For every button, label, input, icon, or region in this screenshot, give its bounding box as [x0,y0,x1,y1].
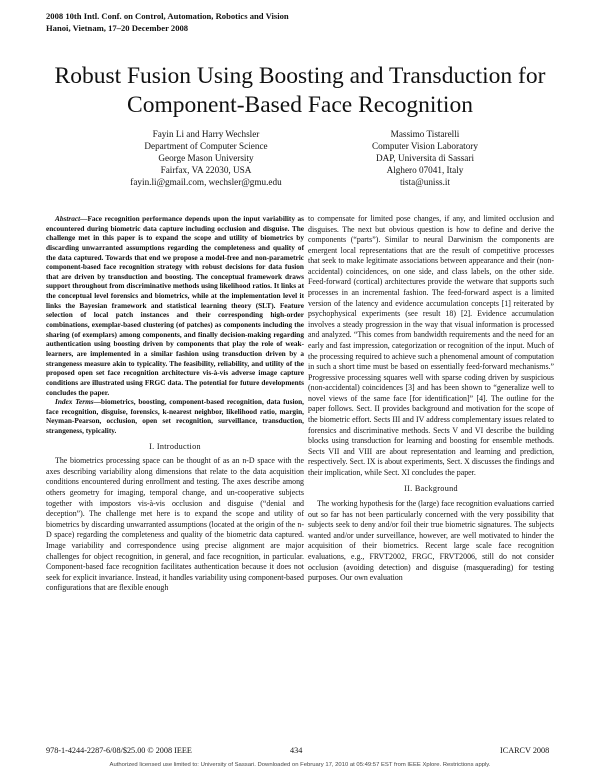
footer-venue: ICARCV 2008 [500,746,550,755]
index-terms [46,397,304,436]
footer-page-number: 434 [290,746,303,755]
index-terms-label: Index Terms [55,397,94,407]
author-dept: Computer Vision Laboratory [372,141,478,151]
abstract-text: —Face recognition performance depends upon the input variability as encountered during biometric data capture including occlusion and disguise. The challenge met in this paper is to expand the scope and utility of biometrics by discarding unwarranted assumptions regarding the completeness and quality of the data captured. Towards that end we propose a model-free and non-parametric component-based face recognition strategy with robust decisions for data fusion that are driven by transduction and boosting. The conceptual framework draws support throughout from discriminative methods using likelihood ratios. It links at the conceptual level forensics and biometrics, while at the implementation level it links the Bayesian framework and statistical learning theory (SLT). Feature selection of local patch instances and their corresponding high-order combinations, exemplar-based clustering (of patches) as components including the sharing (of exemplars) among components, and finally decision-making regarding authentication using boosting driven by components that play the role of weak-learners, are implemented in a similar fashion using transduction driven by a strangeness measure akin to typicality. The feasibility, reliability, and utility of the proposed open set face recognition architecture vis-à-vis adverse image capture conditions are illustrated using FRGC data. The potential for future developments concludes the paper. [46,214,304,397]
author-block-2 [330,128,520,188]
author-names: Fayin Li and Harry Wechsler [152,129,260,139]
author-org: George Mason University [158,153,254,163]
author-email: fayin.li@gmail.com, wechsler@gmu.edu [130,177,282,187]
title-line-1: Robust Fusion Using Boosting and Transduction for [54,63,546,89]
introduction-paragraph: The biometrics processing space can be thought of as an n-D space with the axes describing variability along dimensions that relate to the data acquisition conditions encountered during enrollment and testing. The axes describe among others geometry for imaging, temporal change, and un-cooperative subjects together with impostors vis-à-vis occlusion and disguise (“denial and deception”). The challenge met here is to expand the scope and utility of biometrics by discarding unwarranted assumptions (located at the origin of the n-D space) regarding the completeness and quality of the biometric data captured. Image variability and correspondence using precise alignment are major challenges for object recognition, in general, and face recognition, in particular. Component-based face recognition facilitates authentication because it does not seek for explicit invariance. Instead, it handles variability using component-based configurations that are flexible enough [46,456,304,593]
introduction-continued-paragraph: to compensate for limited pose changes, if any, and limited occlusion and disguises. The next but obvious question is how to define and derive the components (“parts”). Similar to neural Darwinism the components are emergent local representations that are the result of competitive processes that seek to make legitimate associations between appearance and their (non-accidental) coincidences, on one side, and class labels, on the other side. Feed-forward (cortical) architectures provide the wetware that supports such processes in an incremental fashion. The feed-forward aspect is a limited version of the latency and evidence accumulation concepts [1] reiterated by psychophysical experiments (see result 18) [2]. Evidence accumulation involves a steady progression in the way that visual information is processed and analyzed. “This comes from bandwidth requirements and the need for an early and fast impression, categorization or recognition of the input. Much of the processing required to achieve such a phenomenal amount of computation in such a short time must be based on essentially feed-forward mechanisms.” Progressive processing squares well with sparse coding driven by suspicious (non-accidental) coincidences [3] and has been shown to “generalize well to novel views of the same face [for identification]” [4]. The outline for the paper follows. Sect. II provides background and motivation for the scope of the biometric effort. Sects III and IV address complementary issues related to forensics and discriminative methods. Sects V and VI describe the building blocks using transduction for learning and boosting for ensemble methods. Sects VII and VIII are about representation and learning and prediction, respectively. Sect. IX is about experiments, Sect. X discusses the findings and their implication, while Sect. XI concludes the paper. [308,214,555,477]
conference-line-2: Hanoi, Vietnam, 17–20 December 2008 [46,23,189,33]
index-terms-text: —biometrics, boosting, component-based recognition, data fusion, face recognition, disguise, forensics, k-nearest neighbor, likelihood ratio, margin, Neyman-Pearson, occlusion, open set recognition, surveillance, transduction, strangeness, typicality. [46,397,305,436]
section-heading-introduction: I. Introduction [149,441,201,451]
author-email: tista@uniss.it [399,177,451,187]
paper-title [0,62,600,120]
footer-isbn: 978-1-4244-2287-6/08/$25.00 © 2008 IEEE [46,746,192,755]
left-column [46,214,304,594]
right-column [308,214,554,584]
author-dept: Department of Computer Science [144,141,268,151]
author-city: Fairfax, VA 22030, USA [160,165,252,175]
download-credit-line: Authorized licensed use limited to: University of Sassari. Downloaded on February 17, 2010 at 05:49:57 EST from IEEE Xplore. Restrictions apply. [109,762,491,768]
author-names: Massimo Tistarelli [390,129,460,139]
conference-line-1: 2008 10th Intl. Conf. on Control, Automation, Robotics and Vision [46,11,289,21]
author-org: DAP, Universita di Sassari [376,153,474,163]
background-paragraph: The working hypothesis for the (large) face recognition evaluations carried out so far has not been particularly concerned with the very possibility that subjects seek to deny and/or foil their true biometric signatures. The subjects wanted and/or under surveillance, however, are well motivated to hinder the acquisition of their biometrics. Recent large scale face recognition evaluations, e.g., FRVT2002, FRGC, FRVT2006, still do not consider occlusion (avoiding detection) and disguise (masquerading) for testing purposes. Our own evaluation [308,499,554,583]
abstract-label: Abstract [55,214,81,223]
section-heading-background: II. Background [404,484,458,494]
author-block-1 [96,128,316,188]
author-city: Alghero 07041, Italy [386,165,464,175]
abstract [46,214,304,397]
title-line-2: Component-Based Face Recognition [127,92,473,118]
conference-header [46,10,289,34]
